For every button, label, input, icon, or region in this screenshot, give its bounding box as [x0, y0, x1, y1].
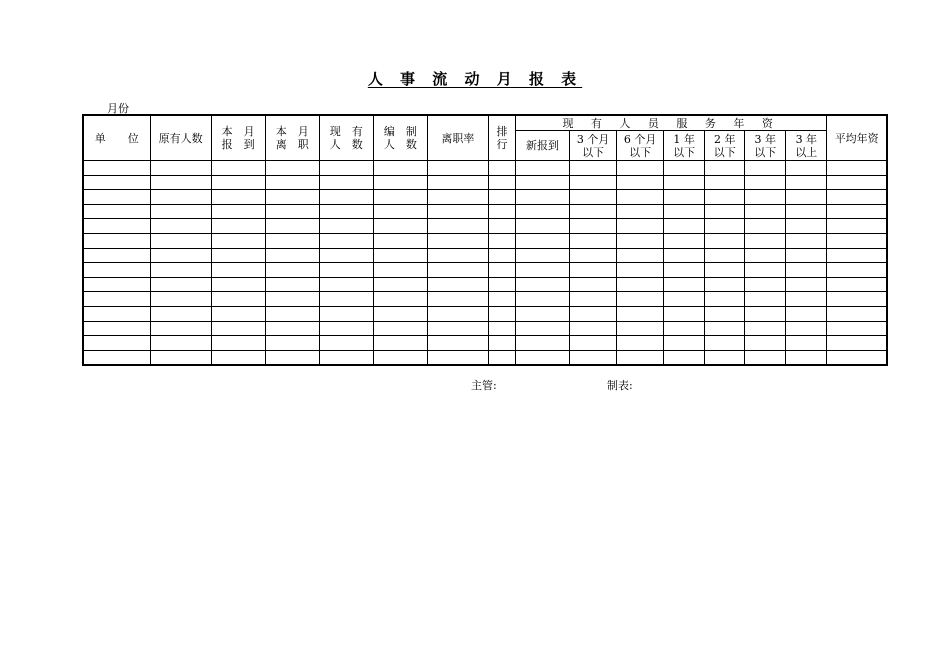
table-cell[interactable]	[150, 292, 211, 307]
table-cell[interactable]	[570, 336, 617, 351]
table-cell[interactable]	[664, 161, 705, 176]
header-service-col: 3 年 以下	[745, 131, 786, 161]
table-cell[interactable]	[515, 219, 569, 234]
table-cell[interactable]	[319, 306, 373, 321]
table-cell[interactable]	[265, 336, 319, 351]
table-cell[interactable]	[211, 219, 265, 234]
table-cell[interactable]	[265, 306, 319, 321]
header-reported: 本 月 报 到	[211, 115, 265, 161]
table-cell[interactable]	[488, 321, 515, 336]
table-cell[interactable]	[488, 204, 515, 219]
table-cell[interactable]	[570, 292, 617, 307]
table-cell[interactable]	[617, 219, 664, 234]
table-cell[interactable]	[83, 204, 150, 219]
table-cell[interactable]	[427, 219, 488, 234]
table-row	[83, 292, 887, 307]
table-cell[interactable]	[211, 204, 265, 219]
table-cell[interactable]	[705, 336, 745, 351]
header-service-col: 1 年 以下	[664, 131, 705, 161]
table-cell[interactable]	[83, 175, 150, 190]
table-cell[interactable]	[488, 219, 515, 234]
table-cell[interactable]	[664, 204, 705, 219]
table-cell[interactable]	[617, 277, 664, 292]
table-cell[interactable]	[705, 277, 745, 292]
table-cell[interactable]	[373, 190, 427, 205]
table-cell[interactable]	[617, 336, 664, 351]
table-cell[interactable]	[373, 204, 427, 219]
table-row	[83, 175, 887, 190]
table-cell[interactable]	[745, 292, 786, 307]
table-cell[interactable]	[827, 321, 887, 336]
prepared-by-label: 制表:	[607, 379, 633, 392]
table-cell[interactable]	[617, 306, 664, 321]
table-cell[interactable]	[150, 233, 211, 248]
table-cell[interactable]	[373, 263, 427, 278]
table-cell[interactable]	[664, 263, 705, 278]
table-cell[interactable]	[319, 175, 373, 190]
table-cell[interactable]	[745, 336, 786, 351]
table-cell[interactable]	[617, 350, 664, 365]
table-cell[interactable]	[427, 277, 488, 292]
supervisor-label: 主管:	[471, 379, 497, 392]
table-cell[interactable]	[786, 263, 827, 278]
table-cell[interactable]	[427, 306, 488, 321]
table-cell[interactable]	[150, 336, 211, 351]
month-label: 月份	[107, 102, 129, 115]
table-cell[interactable]	[211, 292, 265, 307]
table-cell[interactable]	[664, 175, 705, 190]
table-cell[interactable]	[745, 277, 786, 292]
table-cell[interactable]	[827, 233, 887, 248]
table-cell[interactable]	[373, 336, 427, 351]
table-cell[interactable]	[319, 292, 373, 307]
table-cell[interactable]	[827, 219, 887, 234]
table-cell[interactable]	[745, 233, 786, 248]
table-cell[interactable]	[827, 336, 887, 351]
table-cell[interactable]	[150, 248, 211, 263]
table-body	[83, 161, 887, 366]
table-cell[interactable]	[83, 233, 150, 248]
table-cell[interactable]	[786, 321, 827, 336]
table-cell[interactable]	[515, 190, 569, 205]
table-cell[interactable]	[373, 175, 427, 190]
table-cell[interactable]	[319, 219, 373, 234]
table-cell[interactable]	[265, 190, 319, 205]
table-cell[interactable]	[745, 175, 786, 190]
table-cell[interactable]	[265, 263, 319, 278]
table-cell[interactable]	[705, 161, 745, 176]
table-cell[interactable]	[515, 263, 569, 278]
table-cell[interactable]	[211, 233, 265, 248]
table-cell[interactable]	[150, 161, 211, 176]
table-cell[interactable]	[515, 292, 569, 307]
table-cell[interactable]	[265, 175, 319, 190]
table-cell[interactable]	[488, 248, 515, 263]
table-cell[interactable]	[745, 350, 786, 365]
table-cell[interactable]	[83, 306, 150, 321]
table-cell[interactable]	[617, 161, 664, 176]
table-cell[interactable]	[570, 233, 617, 248]
table-cell[interactable]	[83, 277, 150, 292]
table-cell[interactable]	[427, 233, 488, 248]
table-cell[interactable]	[211, 321, 265, 336]
header-unit: 单 位	[83, 115, 150, 161]
table-cell[interactable]	[515, 321, 569, 336]
table-cell[interactable]	[786, 292, 827, 307]
table-cell[interactable]	[427, 248, 488, 263]
table-cell[interactable]	[827, 190, 887, 205]
table-cell[interactable]	[211, 190, 265, 205]
header-current: 现 有 人 数	[319, 115, 373, 161]
table-cell[interactable]	[786, 248, 827, 263]
table-cell[interactable]	[83, 321, 150, 336]
table-cell[interactable]	[150, 175, 211, 190]
table-cell[interactable]	[570, 321, 617, 336]
table-cell[interactable]	[319, 161, 373, 176]
table-cell[interactable]	[827, 350, 887, 365]
table-cell[interactable]	[786, 190, 827, 205]
table-cell[interactable]	[515, 161, 569, 176]
table-cell[interactable]	[427, 336, 488, 351]
header-rate: 离职率	[427, 115, 488, 161]
table-cell[interactable]	[617, 248, 664, 263]
table-cell[interactable]	[664, 350, 705, 365]
table-cell[interactable]	[150, 277, 211, 292]
table-cell[interactable]	[488, 292, 515, 307]
table-cell[interactable]	[745, 190, 786, 205]
table-cell[interactable]	[617, 204, 664, 219]
table-cell[interactable]	[83, 350, 150, 365]
table-cell[interactable]	[827, 277, 887, 292]
table-cell[interactable]	[664, 277, 705, 292]
header-service-col: 2 年 以下	[705, 131, 745, 161]
table-cell[interactable]	[211, 336, 265, 351]
table-cell[interactable]	[265, 292, 319, 307]
table-cell[interactable]	[150, 219, 211, 234]
header-service-col: 3 年 以上	[786, 131, 827, 161]
table-cell[interactable]	[150, 306, 211, 321]
table-cell[interactable]	[488, 190, 515, 205]
table-cell[interactable]	[265, 219, 319, 234]
table-cell[interactable]	[373, 277, 427, 292]
header-service-col: 6 个月 以下	[617, 131, 664, 161]
table-cell[interactable]	[705, 321, 745, 336]
table-cell[interactable]	[488, 233, 515, 248]
table-cell[interactable]	[319, 190, 373, 205]
table-cell[interactable]	[617, 175, 664, 190]
table-cell[interactable]	[664, 190, 705, 205]
table-cell[interactable]	[373, 219, 427, 234]
table-cell[interactable]	[83, 190, 150, 205]
table-cell[interactable]	[83, 161, 150, 176]
table-cell[interactable]	[427, 190, 488, 205]
table-cell[interactable]	[515, 350, 569, 365]
header-resigned: 本 月 离 职	[265, 115, 319, 161]
table-cell[interactable]	[786, 350, 827, 365]
table-cell[interactable]	[745, 204, 786, 219]
table-cell[interactable]	[488, 336, 515, 351]
table-cell[interactable]	[319, 248, 373, 263]
table-cell[interactable]	[786, 204, 827, 219]
table-row	[83, 263, 887, 278]
table-cell[interactable]	[211, 306, 265, 321]
header-authorized: 编 制 人 数	[373, 115, 427, 161]
table-cell[interactable]	[83, 292, 150, 307]
table-cell[interactable]	[570, 161, 617, 176]
table-cell[interactable]	[827, 292, 887, 307]
table-cell[interactable]	[373, 321, 427, 336]
table-cell[interactable]	[150, 321, 211, 336]
table-cell[interactable]	[150, 204, 211, 219]
table-cell[interactable]	[570, 219, 617, 234]
table-cell[interactable]	[211, 161, 265, 176]
table-cell[interactable]	[664, 321, 705, 336]
table-cell[interactable]	[664, 336, 705, 351]
table-cell[interactable]	[786, 233, 827, 248]
table-cell[interactable]	[786, 336, 827, 351]
table-cell[interactable]	[827, 263, 887, 278]
table-cell[interactable]	[373, 248, 427, 263]
table-cell[interactable]	[705, 306, 745, 321]
table-cell[interactable]	[83, 248, 150, 263]
table-cell[interactable]	[83, 219, 150, 234]
table-row	[83, 321, 887, 336]
table-cell[interactable]	[827, 175, 887, 190]
table-cell[interactable]	[515, 233, 569, 248]
table-cell[interactable]	[319, 277, 373, 292]
table-cell[interactable]	[265, 277, 319, 292]
table-cell[interactable]	[211, 175, 265, 190]
table-cell[interactable]	[745, 248, 786, 263]
table-row	[83, 233, 887, 248]
table-cell[interactable]	[265, 248, 319, 263]
table-row	[83, 248, 887, 263]
table-cell[interactable]	[705, 175, 745, 190]
table-cell[interactable]	[427, 204, 488, 219]
table-cell[interactable]	[427, 263, 488, 278]
table-cell[interactable]	[705, 219, 745, 234]
table-cell[interactable]	[83, 263, 150, 278]
table-cell[interactable]	[705, 190, 745, 205]
table-cell[interactable]	[265, 350, 319, 365]
table-cell[interactable]	[427, 292, 488, 307]
header-avg: 平均年资	[827, 115, 887, 161]
table-row	[83, 219, 887, 234]
table-cell[interactable]	[265, 233, 319, 248]
table-cell[interactable]	[786, 277, 827, 292]
table-cell[interactable]	[827, 306, 887, 321]
table-cell[interactable]	[617, 263, 664, 278]
table-cell[interactable]	[570, 175, 617, 190]
report-title: 人 事 流 动 月 报 表	[367, 70, 583, 88]
table-cell[interactable]	[427, 175, 488, 190]
table-cell[interactable]	[705, 248, 745, 263]
table-cell[interactable]	[373, 161, 427, 176]
table-row	[83, 336, 887, 351]
table-cell[interactable]	[570, 277, 617, 292]
header-service-group: 现 有 人 员 服 务 年 资	[515, 115, 826, 131]
table-cell[interactable]	[319, 263, 373, 278]
table-cell[interactable]	[617, 233, 664, 248]
header-service-col: 3 个月 以下	[570, 131, 617, 161]
table-cell[interactable]	[745, 219, 786, 234]
table-cell[interactable]	[617, 292, 664, 307]
table-cell[interactable]	[705, 350, 745, 365]
table-cell[interactable]	[427, 161, 488, 176]
table-cell[interactable]	[373, 233, 427, 248]
table-cell[interactable]	[211, 277, 265, 292]
table-cell[interactable]	[211, 263, 265, 278]
table-row	[83, 204, 887, 219]
table-cell[interactable]	[786, 219, 827, 234]
table-cell[interactable]	[488, 263, 515, 278]
table-cell[interactable]	[265, 321, 319, 336]
table-cell[interactable]	[515, 277, 569, 292]
table-cell[interactable]	[150, 190, 211, 205]
table-cell[interactable]	[570, 306, 617, 321]
table-cell[interactable]	[373, 306, 427, 321]
table-cell[interactable]	[319, 336, 373, 351]
table-cell[interactable]	[745, 321, 786, 336]
table-cell[interactable]	[786, 161, 827, 176]
table-cell[interactable]	[373, 292, 427, 307]
table-cell[interactable]	[488, 350, 515, 365]
header-original: 原有人数	[150, 115, 211, 161]
table-cell[interactable]	[515, 175, 569, 190]
table-cell[interactable]	[319, 321, 373, 336]
table-cell[interactable]	[745, 306, 786, 321]
header-rank: 排 行	[488, 115, 515, 161]
table-cell[interactable]	[827, 204, 887, 219]
table-row	[83, 190, 887, 205]
table-cell[interactable]	[83, 336, 150, 351]
table-cell[interactable]	[786, 175, 827, 190]
table-cell[interactable]	[705, 204, 745, 219]
table-cell[interactable]	[427, 321, 488, 336]
table-cell[interactable]	[515, 204, 569, 219]
table-cell[interactable]	[786, 306, 827, 321]
table-cell[interactable]	[515, 248, 569, 263]
table-cell[interactable]	[664, 292, 705, 307]
table-cell[interactable]	[265, 204, 319, 219]
personnel-flow-table	[82, 114, 888, 366]
table-cell[interactable]	[705, 233, 745, 248]
table-cell[interactable]	[827, 248, 887, 263]
table-cell[interactable]	[570, 248, 617, 263]
table-cell[interactable]	[664, 248, 705, 263]
table-cell[interactable]	[705, 263, 745, 278]
table-cell[interactable]	[664, 233, 705, 248]
table-cell[interactable]	[319, 233, 373, 248]
table-cell[interactable]	[705, 292, 745, 307]
table-cell[interactable]	[373, 350, 427, 365]
table-cell[interactable]	[570, 204, 617, 219]
table-cell[interactable]	[211, 248, 265, 263]
table-cell[interactable]	[265, 161, 319, 176]
table-cell[interactable]	[319, 350, 373, 365]
table-cell[interactable]	[427, 350, 488, 365]
table-row	[83, 350, 887, 365]
table-cell[interactable]	[827, 161, 887, 176]
table-cell[interactable]	[488, 175, 515, 190]
table-cell[interactable]	[664, 306, 705, 321]
table-cell[interactable]	[745, 161, 786, 176]
table-cell[interactable]	[150, 263, 211, 278]
table-cell[interactable]	[488, 277, 515, 292]
table-cell[interactable]	[488, 306, 515, 321]
table-row	[83, 306, 887, 321]
table-cell[interactable]	[664, 219, 705, 234]
table-cell[interactable]	[319, 204, 373, 219]
table-cell[interactable]	[617, 321, 664, 336]
table-cell[interactable]	[745, 263, 786, 278]
table-cell[interactable]	[515, 336, 569, 351]
table-cell[interactable]	[488, 161, 515, 176]
table-cell[interactable]	[617, 190, 664, 205]
header-service-col: 新报到	[515, 131, 569, 161]
table-cell[interactable]	[570, 350, 617, 365]
table-row	[83, 161, 887, 176]
table-cell[interactable]	[570, 263, 617, 278]
table-cell[interactable]	[515, 306, 569, 321]
table-cell[interactable]	[150, 350, 211, 365]
table-row	[83, 277, 887, 292]
table-cell[interactable]	[211, 350, 265, 365]
table-cell[interactable]	[570, 190, 617, 205]
